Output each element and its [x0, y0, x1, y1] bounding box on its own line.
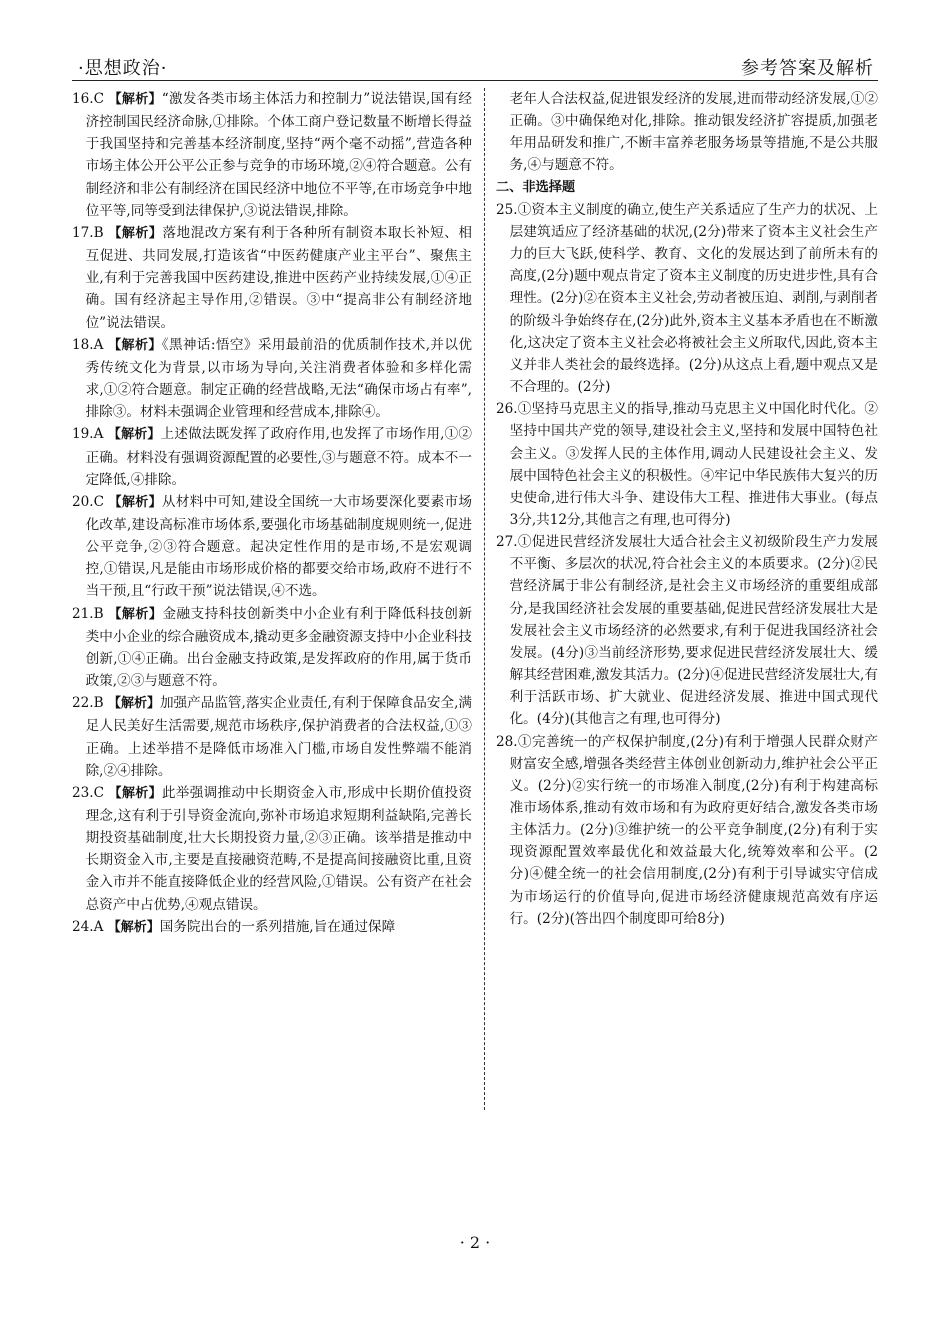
answer-item-16: 16.C 【解析】“激发各类市场主体活力和控制力”说法错误,国有经济控制国民经济命脉,①排除。个体工商户登记数量不断增长得益于我国坚持和完善基本经济制度,坚持“两个毫不动摇”,营造各种市场主体公开公平公正参与竞争的市场环境,②④符合题意。公有制经济和非公有制经济在国民经济中地位不平等,在市场竞争中地位平等,同等受到法律保护,③说法错误,排除。: [72, 91, 472, 219]
answer-item-26: 26.①坚持马克思主义的指导,推动马克思主义中国化时代化。②坚持中国共产党的领导,建设社会主义,坚持和发展中国特色社会主义。③发挥人民的主体作用,调动人民建设社会主义、发展中国特色社会主义的积极性。④牢记中华民族伟大复兴的历史使命,进行伟大斗争、建设伟大工程、推进伟大事业。(每点3分,共12分,其他言之有理,也可得分): [496, 401, 878, 528]
answer-item-23: 23.C 【解析】此举强调推动中长期资金入市,形成中长期价值投资理念,这有利于引导资金流向,弥补市场追求短期利益缺陷,完善长期投资基础制度,壮大长期投资力量,②③正确。该举措是推动中长期资金入市,主要是直接融资范畴,不是提高间接融资比重,且资金入市并不能直接降低企业的经营风险,①错误。公有资产在社会总资产中占优势,④观点错误。: [72, 784, 472, 913]
answer-item-22: 22.B 【解析】加强产品监管,落实企业责任,有利于保障食品安全,满足人民美好生活需要,规范市场秩序,保护消费者的合法权益,①③正确。上述举措不是降低市场准入门槛,市场自发性弊端不能消除,②④排除。: [72, 695, 472, 779]
page-number: · 2 ·: [459, 1233, 491, 1252]
answer-item-18: 18.A 【解析】《黑神话:悟空》采用最前沿的优质制作技术,并以优秀传统文化为背景,以市场为导向,关注消费者体验和多样化需求,①②符合题意。制定正确的经营战略,无法“确保市场占有率”,排除③。材料未强调企业管理和经营成本,排除④。: [72, 336, 472, 421]
answer-item-20: 20.C 【解析】从材料中可知,建设全国统一大市场要深化要素市场化改革,建设高标准市场体系,要强化市场基础制度规则统一,促进公平竞争,②③符合题意。起决定性作用的是市场,不是宏观调控,①错误,凡是能由市场形成价格的都要交给市场,政府不进行不当干预,且“行政干预”说法错误,④不选。: [72, 493, 472, 600]
column-divider: [484, 88, 485, 1110]
answer-item-17: 17.B 【解析】落地混改方案有利于各种所有制资本取长补短、相互促进、共同发展,打造该省“中医药健康产业主平台”、聚焦主业,有利于完善我国中医药建设,推进中医药产业持续发展,①④正确。国有经济起主导作用,②错误。③中“提高非公有制经济地位”说法错误。: [72, 224, 472, 331]
right-column: [496, 88, 878, 930]
page-header: [72, 52, 878, 81]
subject-label: ·思想政治·: [78, 58, 168, 79]
section-heading: 二、非选择题: [496, 179, 576, 195]
answer-item-27: 27.①促进民营经济发展壮大适合社会主义初级阶段生产力发展不平衡、多层次的状况,符合社会主义的本质要求。(2分)②民营经济属于非公有制经济,是社会主义市场经济的重要组成部分,是我国经济社会发展的重要基础,促进民营经济发展壮大是发展社会主义市场经济的必然要求,有利于促进我国经济社会发展。(4分)③当前经济形势,要求促进民营经济发展壮大、缓解其经营困难,激发其活力。(2分)④促进民营经济发展壮大,有利于活跃市场、扩大就业、促进经济发展、推进中国式现代化。(4分)(其他言之有理,也可得分): [496, 534, 878, 728]
left-column: [72, 88, 472, 939]
answer-item-21: 21.B 【解析】金融支持科技创新类中小企业有利于降低科技创新类中小企业的综合融资成本,撬动更多金融资源支持中小企业科技创新,①④正确。出台金融支持政策,是发挥政府的作用,属于货币政策,②③与题意不符。: [72, 605, 472, 690]
answer-item-25: 25.①资本主义制度的确立,使生产关系适应了生产力的状况、上层建筑适应了经济基础的状况,(2分)带来了资本主义社会生产力的巨大飞跃,使科学、教育、文化的发展达到了前所未有的高度,(2分)题中观点肯定了资本主义制度的历史进步性,具有合理性。(2分)②在资本主义社会,劳动者被压迫、剥削,与剥削者的阶级斗争始终存在,(2分)此外,资本主义基本矛盾也在不断激化,这决定了资本主义社会必将被社会主义所取代,因此,资本主义并非人类社会的最终选择。(2分)从这点上看,题中观点又是不合理的。(2分): [496, 201, 878, 396]
answer-item-24-continuation: 老年人合法权益,促进银发经济的发展,进而带动经济发展,①②正确。③中确保绝对化,排除。推动银发经济扩容提质,加强老年用品研发和推广,不断丰富养老服务场景等措施,不是公共服务,④与题意不符。: [509, 91, 878, 174]
answer-item-28: 28.①完善统一的产权保护制度,(2分)有利于增强人民群众财产财富安全感,增强各类经营主体创业创新动力,维护社会公平正义。(2分)②实行统一的市场准入制度,(2分)有利于构建高标准市场体系,推动有效市场和有为政府更好结合,激发各类市场主体活力。(2分)③维护统一的公平竞争制度,(2分)有利于实现资源配置效率最优化和效益最大化,统筹效率和公平。(2分)④健全统一的社会信用制度,(2分)有利于引导诚实守信成为市场运行的价值导向,促进市场经济健康规范高效有序运行。(2分)(答出四个制度即可给8分): [496, 733, 878, 927]
answer-item-19: 19.A 【解析】上述做法既发挥了政府作用,也发挥了市场作用,①②正确。材料没有强调资源配置的必要性,③与题意不符。成本不一定降低,④排除。: [72, 426, 472, 488]
answer-item-24: 24.A 【解析】国务院出台的一系列措施,旨在通过保障: [72, 918, 396, 935]
section-title: 参考答案及解析: [741, 58, 874, 79]
